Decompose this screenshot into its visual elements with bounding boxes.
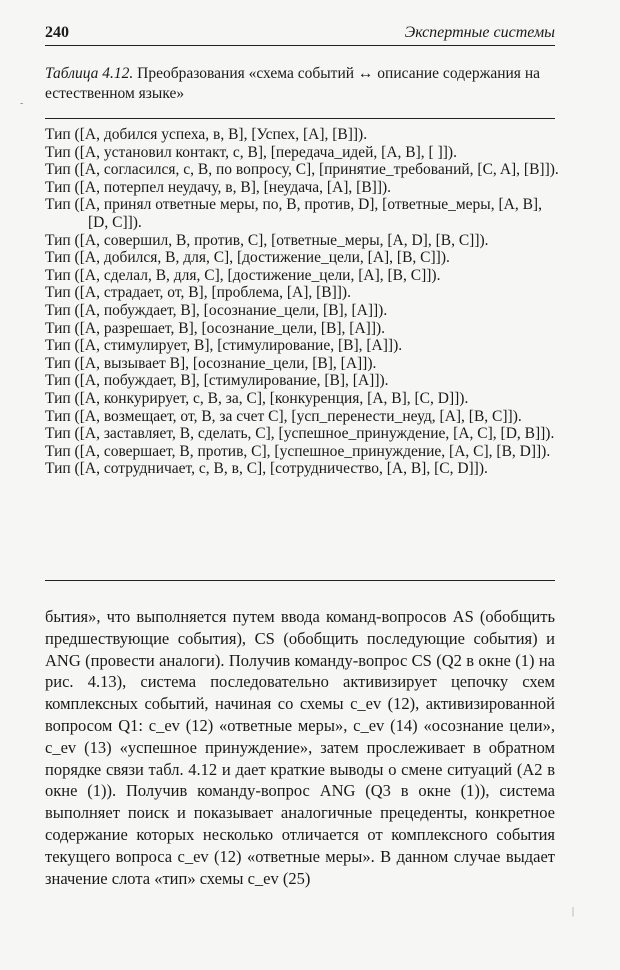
table-row: Тип ([A, побуждает, B], [стимулирование, [B], [A]]). <box>45 372 389 390</box>
table-row: Тип ([A, сделал, B, для, C], [достижение_цели, [A], [B, C]]). <box>45 266 441 284</box>
table-row: Тип ([A, возмещает, от, B, за счет C], [усп_перенести_неуд, [A], [B, C]]). <box>45 407 522 425</box>
table-row: Тип ([A, страдает, от, B], [проблема, [A], [B]]). <box>45 284 351 302</box>
right-margin-mark: | <box>572 906 575 917</box>
body-text <box>45 606 555 889</box>
table-bottom-rule <box>45 580 555 581</box>
body-paragraph: бытия», что выполняется путем ввода команд-вопросов AS (обобщить предшествующие события), CS (обобщить последующие события) и ANG (провести аналоги). Получив команду-вопрос CS (Q2 в окне (1) на рис. 4.13), система последовательно активизирует цепочку схем комплексных событий, начиная со схемы c_ev (12), активизированной вопросом Q1: c_ev (12) «ответные меры», c_ev (14) «осознание цели», c_ev (13) «успешное принуждение», затем прослеживает в обратном порядке связи табл. 4.12 и дает краткие выводы о смене ситуаций (A2 в окне (1)). Получив команду-вопрос ANG (Q3 в окне (1)), система выполняет поиск и показывает аналогичные прецеденты, конкретное содержание которых несколько отличается от комплексного события текущего вопроса c_ev (12) «ответные меры». В данном случае выдает значение слота «тип» схемы c_ev (25) <box>45 607 555 888</box>
table-row: Тип ([A, добился успеха, в, B], [Успех, [A], [B]]). <box>45 126 368 143</box>
page-header <box>45 24 555 44</box>
table-row: Тип ([A, согласился, с, B, по вопросу, C], [принятие_требований, [C, A], [B]]). <box>45 161 559 179</box>
table-row: Тип ([A, потерпел неудачу, в, B], [неудача, [A], [B]]). <box>45 178 392 196</box>
page-number: 240 <box>45 24 69 41</box>
table-row: Тип ([A, совершает, B, против, C], [успешное_принуждение, [A, C], [B, D]]). <box>45 442 551 460</box>
table-row: Тип ([A, сотрудничает, с, B, в, C], [сотрудничество, [A, B], [C, D]]). <box>45 460 488 478</box>
table-row: Тип ([A, побуждает, B], [осознание_цели, [B], [A]]). <box>45 301 388 319</box>
table-row: Тип ([A, разрешает, B], [осознание_цели, [B], [A]]). <box>45 319 386 337</box>
caption-label: Таблица 4.12. <box>45 65 134 82</box>
table-row: Тип ([A, стимулирует, B], [стимулирование, [B], [A]]). <box>45 337 403 355</box>
table-row: Тип ([A, вызывает B], [осознание_цели, [B], [A]]). <box>45 354 377 372</box>
caption-text: Преобразования «схема событий ↔ описание содержания на естественном языке» <box>45 65 540 102</box>
table-row: Тип ([A, заставляет, B, сделать, C], [успешное_принуждение, [A, C], [D, B]]). <box>45 425 555 443</box>
table-row: Тип ([A, совершил, B, против, C], [ответные_меры, [A, D], [B, C]]). <box>45 231 489 249</box>
table-row: Тип ([A, добился, B, для, C], [достижение_цели, [A], [B, C]]). <box>45 249 450 267</box>
running-title: Экспертные системы <box>404 24 555 41</box>
left-margin-mark: - <box>20 98 24 109</box>
table-top-rule <box>45 118 555 119</box>
header-rule <box>45 45 555 46</box>
table-row: Тип ([A, конкурирует, с, B, за, C], [конкуренция, [A, B], [C, D]]). <box>45 389 469 407</box>
table-row: Тип ([A, установил контакт, с, B], [передача_идей, [A, B], [ ]]). <box>45 143 457 161</box>
transform-table <box>45 126 560 478</box>
table-row: Тип ([A, принял ответные меры, по, B, против, D], [ответные_меры, [A, B], [D, C]]). <box>45 196 542 231</box>
table-caption <box>45 64 555 104</box>
